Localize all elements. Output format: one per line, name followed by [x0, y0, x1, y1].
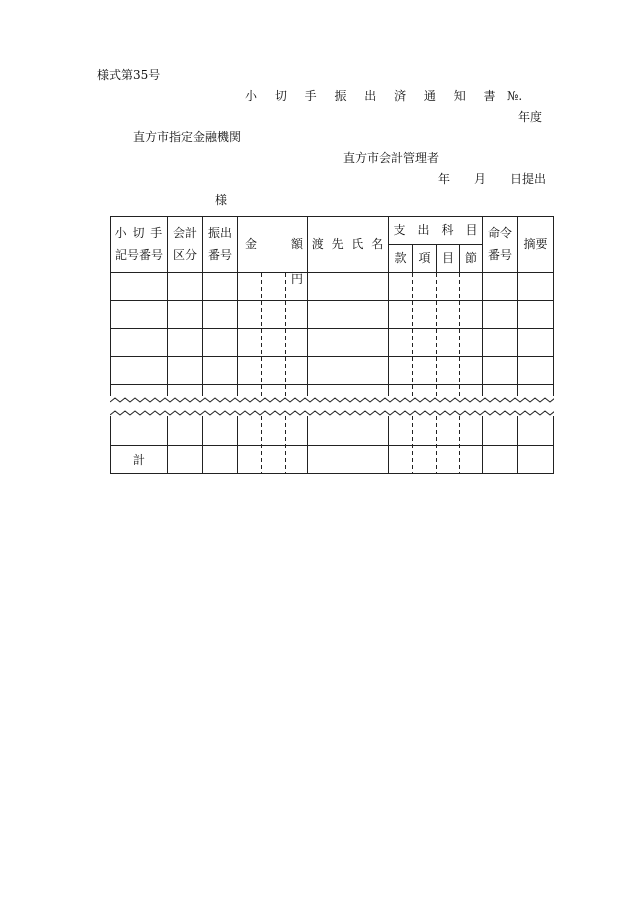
header-sub-kan: 款 [394, 251, 407, 265]
form-number: 様式第35号 [97, 68, 161, 82]
header-check-no-line2: 記号番号 [114, 248, 163, 262]
row-lines [110, 273, 554, 446]
yen-unit: 円 [290, 272, 303, 286]
total-label: 計 [132, 453, 145, 467]
recipient-name: 直方市指定金融機関 [133, 130, 242, 144]
dashed-lines [262, 273, 460, 474]
document-number-label: №. [507, 89, 523, 103]
header-issue-no-line1: 振出 [207, 226, 232, 240]
fiscal-year-label: 年度 [518, 110, 543, 124]
header-account-class-line1: 会計 [172, 226, 197, 240]
header-order-no-line2: 番号 [487, 248, 512, 262]
header-order-no-line1: 命令 [487, 226, 512, 240]
header-amount-char2: 額 [290, 237, 303, 251]
break-wave-top [110, 398, 554, 402]
header-sub-moku: 目 [441, 251, 454, 265]
header-remarks: 摘要 [523, 237, 548, 251]
honorific: 様 [215, 193, 228, 207]
submission-date: 年 月 日提出 [438, 172, 547, 186]
header-expense-item: 支 出 科 目 [393, 223, 478, 237]
header-amount-char1: 金 [244, 237, 257, 251]
header-account-class-line2: 区分 [172, 248, 197, 262]
notice-table [110, 216, 554, 474]
header-sub-setsu: 節 [464, 251, 477, 265]
header-check-no-line1: 小 切 手 [114, 226, 164, 240]
sender-name: 直方市会計管理者 [343, 151, 440, 165]
break-wave-bottom [110, 411, 554, 415]
header-sub-kou: 項 [418, 251, 431, 265]
header-issue-no-line2: 番号 [207, 248, 232, 262]
header-payee: 渡 先 氏 名 [311, 237, 386, 251]
document-title: 小 切 手 振 出 済 通 知 書 [245, 89, 503, 103]
